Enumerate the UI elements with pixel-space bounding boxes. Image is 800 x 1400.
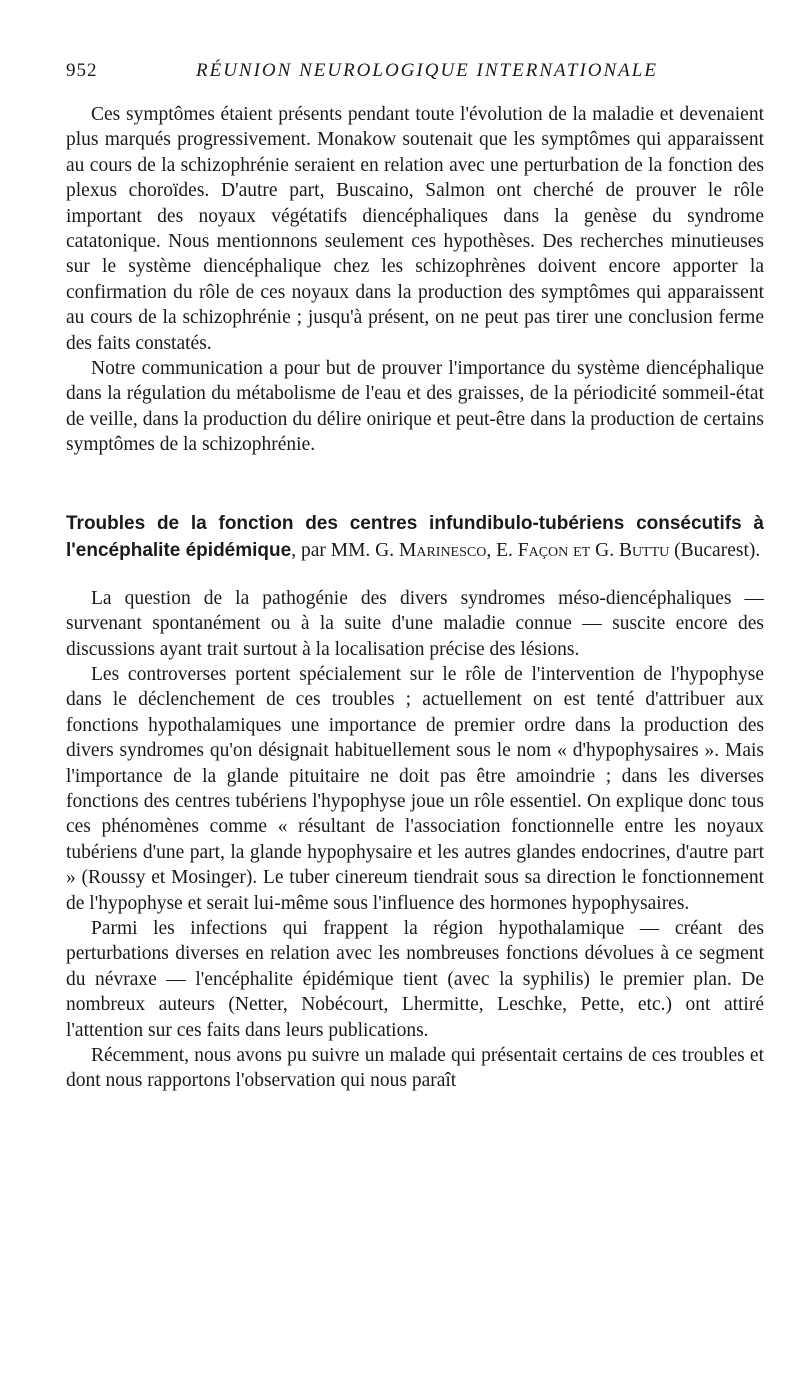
paragraph: Notre communication a pour but de prouver l'importance du système diencéphalique dans la régulation du métabolisme de l'eau et des graisses, de la périodicité sommeil-état de veille, dans la production du délire onirique et peut-être dans la production de certains symptômes de la schizophrénie. — [66, 358, 764, 456]
section-title: Troubles de la fonction des centres infundibulo-tubériens consécutifs à l'encéphalite épidémique — [66, 512, 764, 561]
journal-title: RÉUNION NEUROLOGIQUE INTERNATIONALE — [196, 60, 658, 81]
section-heading — [66, 510, 764, 564]
paragraph: Les controverses portent spécialement sur le rôle de l'intervention de l'hypophyse dans le déclenchement de ces troubles ; actuellement on est tenté d'attribuer aux fonctions hypothalamiques une importance de premier ordre dans la production des divers syndromes qu'on désignait habituellement sous le nom « d'hypophysaires ». Mais l'importance de la glande pituitaire ne doit pas être amoindrie ; dans les diverses fonctions des centres tubériens l'hypophyse joue un rôle essentiel. On explique donc tous ces phénomènes comme « résultant de l'association fonctionnelle entre les noyaux tubériens d'une part, la glande hypophysaire et les autres glandes endocrines, d'autre part » (Roussy et Mosinger). Le tuber cinereum tiendrait sous sa direction le fonctionnement de l'hypophyse et serait lui-même sous l'influence des hormones hypophysaires. — [66, 663, 764, 914]
body-text-top — [66, 102, 764, 458]
running-head — [66, 60, 764, 90]
page-number: 952 — [66, 60, 98, 81]
paragraph: Parmi les infections qui frappent la région hypothalamique — créant des perturbations diverses en relation avec les nombreuses fonctions dévolues à ce segment du névraxe — l'encéphalite épidémique tient (avec la syphilis) le premier plan. De nombreux auteurs (Netter, Nobécourt, Lhermitte, Leschke, Pette, etc.) ont attiré l'attention sur ces faits dans leurs publications. — [66, 917, 764, 1041]
body-text-section — [66, 586, 764, 1094]
section-location: (Bucarest). — [669, 539, 761, 561]
section-authors: G. Marinesco, E. Façon et G. Buttu — [375, 539, 670, 561]
paragraph: La question de la pathogénie des divers syndromes méso-diencéphaliques — survenant spontanément ou à la suite d'une maladie connue — suscite encore des discussions ayant trait surtout à la localisation précise des lésions. — [66, 587, 764, 660]
section-byline: , par MM. — [291, 539, 371, 561]
paragraph: Ces symptômes étaient présents pendant toute l'évolution de la maladie et devenaient plus marqués progressivement. Monakow soutenait que les symptômes qui apparaissent au cours de la schizophrénie seraient en relation avec une perturbation de la fonction des plexus choroïdes. D'autre part, Buscaino, Salmon ont cherché de prouver le rôle important des noyaux végétatifs diencéphaliques dans la genèse du syndrome catatonique. Nous mentionnons seulement ces hypothèses. Des recherches minutieuses sur le système diencéphalique chez les schizophrènes doivent encore apporter la confirmation du rôle de ces noyaux dans la production des symptômes qui apparaissent au cours de la schizophrénie ; jusqu'à présent, on ne peut pas tirer une conclusion ferme des faits constatés. — [66, 104, 764, 354]
paragraph: Récemment, nous avons pu suivre un malade qui présentait certains de ces troubles et dont nous rapportons l'observation qui nous paraît — [66, 1045, 764, 1092]
